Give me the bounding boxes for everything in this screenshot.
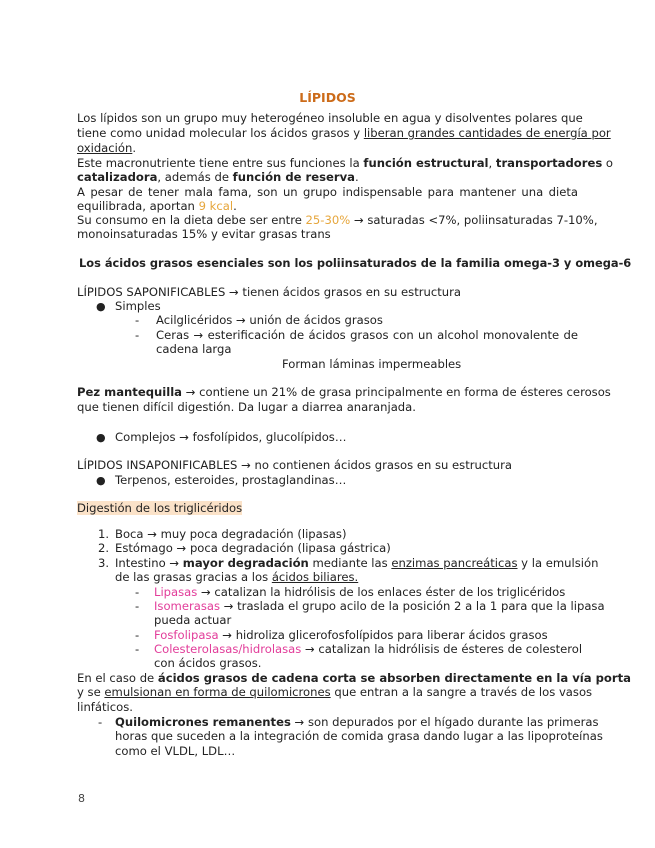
simples-item: Simples — [115, 299, 161, 313]
dash-icon: - — [135, 313, 140, 327]
energy-line-2: equilibrada, aportan 9 kcal. — [77, 199, 237, 213]
functions-line-2: catalizadora, además de función de reserva. — [77, 170, 359, 184]
digestion-heading: Digestión de los triglicéridos — [77, 501, 243, 515]
complejos-item: Complejos → fosfolípidos, glucolípidos… — [115, 430, 347, 444]
digestion-intestino-line-2: de las grasas gracias a los ácidos biliares. — [115, 570, 359, 584]
digestion-intestino-line-1: Intestino → mayor degradación mediante las enzimas pancreáticas y la emulsión — [115, 556, 599, 570]
quilomicrones-line-2: horas que suceden a la integración de comida grasa dando lugar a las lipoproteínas — [115, 729, 603, 743]
list-number: 1. — [98, 527, 110, 541]
quilomicrones-line-3: como el VLDL, LDL… — [115, 744, 236, 758]
enzyme-colesterolasas-line-2: con ácidos grasos. — [154, 656, 262, 670]
bullet-icon: ● — [96, 431, 106, 444]
enzyme-fosfolipasa: Fosfolipasa → hidroliza glicerofosfolípidos para liberar ácidos grasos — [154, 628, 548, 642]
dash-icon: - — [135, 585, 140, 599]
saponificables-heading: LÍPIDOS SAPONIFICABLES → tienen ácidos grasos en su estructura — [77, 285, 461, 299]
page-title: LÍPIDOS — [299, 90, 356, 105]
pez-line-1: Pez mantequilla → contiene un 21% de grasa principalmente en forma de ésteres cerosos — [77, 385, 611, 399]
list-number: 2. — [98, 541, 110, 555]
dash-icon: - — [135, 599, 140, 613]
intro-line-1: Los lípidos son un grupo muy heterogéneo insoluble en agua y disolventes polares que — [77, 111, 583, 125]
dash-icon: - — [135, 628, 140, 642]
digestion-boca: Boca → muy poca degradación (lipasas) — [115, 527, 347, 541]
dash-icon: - — [98, 715, 103, 729]
cadena-line-2: y se emulsionan en forma de quilomicrones que entran a la sangre a través de los vasos — [77, 685, 593, 699]
ceras-item-line-1: Ceras → esterificación de ácidos grasos con un alcohol monovalente de — [156, 328, 578, 342]
consumption-line-2: monoinsaturadas 15% y evitar grasas trans — [77, 227, 331, 241]
pez-line-2: que tienen difícil digestión. Da lugar a diarrea anaranjada. — [77, 400, 416, 414]
dash-icon: - — [135, 642, 140, 656]
ceras-item-line-2: cadena larga — [156, 342, 232, 356]
laminas-note: Forman láminas impermeables — [282, 357, 462, 371]
intro-line-2: tiene como unidad molecular los ácidos grasos y liberan grandes cantidades de energía por — [77, 126, 611, 140]
bullet-icon: ● — [96, 474, 106, 487]
enzyme-colesterolasas-line-1: Colesterolasas/hidrolasas → catalizan la hidrólisis de ésteres de colesterol — [154, 642, 583, 656]
functions-line-1: Este macronutriente tiene entre sus funciones la función estructural, transportadores o — [77, 156, 614, 170]
dash-icon: - — [135, 328, 140, 342]
intro-line-3: oxidación. — [77, 141, 137, 155]
consumption-line-1: Su consumo en la dieta debe ser entre 25-30% → saturadas <7%, poliinsaturadas 7-10%, — [77, 213, 598, 227]
cadena-line-1: En el caso de ácidos grasos de cadena corta se absorben directamente en la vía porta — [77, 671, 631, 685]
essential-fatty-acids-heading: Los ácidos grasos esenciales son los poliinsaturados de la familia omega-3 y omega-6 — [79, 256, 632, 270]
list-number: 3. — [98, 556, 110, 570]
acilgliceridos-item: Acilglicéridos → unión de ácidos grasos — [156, 313, 383, 327]
digestion-estomago: Estómago → poca degradación (lipasa gástrica) — [115, 541, 391, 555]
bullet-icon: ● — [96, 300, 106, 313]
page-number: 8 — [78, 792, 85, 805]
energy-line-1: A pesar de tener mala fama, son un grupo indispensable para mantener una dieta — [77, 185, 578, 199]
enzyme-isomerasas-line-2: pueda actuar — [154, 613, 232, 627]
enzyme-isomerasas-line-1: Isomerasas → traslada el grupo acilo de la posición 2 a la 1 para que la lipasa — [154, 599, 605, 613]
insaponificables-heading: LÍPIDOS INSAPONIFICABLES → no contienen ácidos grasos en su estructura — [77, 458, 513, 472]
quilomicrones-line-1: Quilomicrones remanentes → son depurados por el hígado durante las primeras — [115, 715, 599, 729]
enzyme-lipasas: Lipasas → catalizan la hidrólisis de los enlaces éster de los triglicéridos — [154, 585, 566, 599]
cadena-line-3: linfáticos. — [77, 700, 133, 714]
insaponificables-item: Terpenos, esteroides, prostaglandinas… — [115, 473, 347, 487]
